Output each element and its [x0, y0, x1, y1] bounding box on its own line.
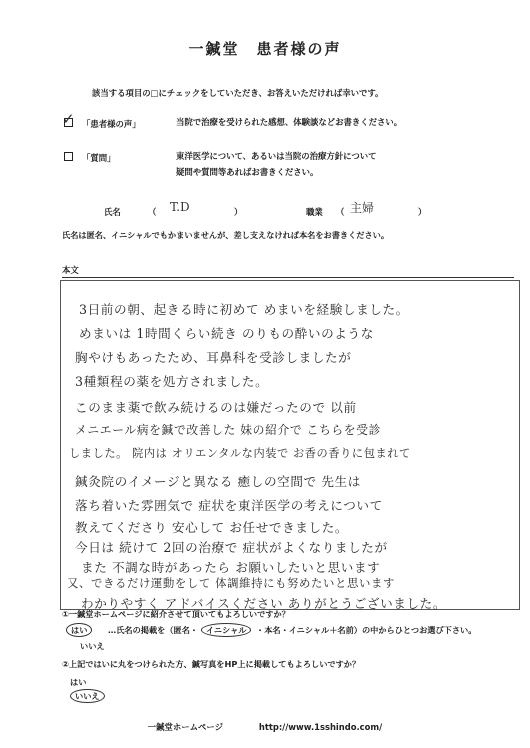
- q1-name-post: ・本名・イニシャル＋名前）の中からひとつお選び下さい。: [256, 625, 477, 635]
- handwritten-line: しました。 院内は オリエンタルな内装で お香の香りに包まれて: [69, 447, 411, 460]
- handwritten-line: 鍼灸院のイメージと異なる 癒しの空間で 先生は: [75, 474, 361, 489]
- option-voice-desc: 当院で治療を受けられた感想、体験談などお書きください。: [176, 117, 403, 127]
- name-value[interactable]: T.D: [170, 200, 190, 214]
- q1-no[interactable]: いいえ: [80, 641, 105, 651]
- name-note: 氏名は匿名、イニシャルでもかまいませんが、差し支えなければ本名をお書きください。: [62, 230, 390, 240]
- handwritten-line: このまま薬で飲み続けるのは嫌だったので 以前: [75, 400, 357, 415]
- question-1: ①一鍼堂ホームページに紹介させて頂いてもよろしいですか？: [62, 609, 290, 619]
- handwritten-line: わかりやすく アドバイスください ありがとうございました。: [81, 596, 447, 611]
- occupation-value[interactable]: 主婦: [350, 201, 375, 215]
- q2-no-circled: いいえ: [70, 689, 105, 703]
- intro-text: 該当する項目の□にチェックをしていただき、お答えいただければ幸いです。: [92, 88, 384, 98]
- q1-name-selected[interactable]: イニシャル: [201, 625, 251, 636]
- occupation-paren-open: （: [336, 207, 345, 217]
- name-paren-open: （: [148, 207, 157, 217]
- handwritten-line: 胸やけもあったため、耳鼻科を受診しましたが: [75, 350, 352, 365]
- check-mark-icon: ✓: [62, 110, 75, 128]
- footer-url[interactable]: http://www.1sshindo.com/: [258, 722, 383, 732]
- handwritten-line: また 不調な時があったら お願いしたいと思います: [81, 560, 381, 575]
- q2-yes[interactable]: はい: [70, 677, 87, 687]
- name-label: 氏名: [104, 207, 121, 217]
- handwritten-line: 3日前の朝、起きる時に初めて めまいを経験しました。: [79, 302, 409, 317]
- question-checkbox[interactable]: [64, 152, 73, 161]
- handwritten-line: 今日は 続けて 2回の治療で 症状がよくなりましたが: [75, 540, 388, 555]
- handwritten-line: 又、できるだけ運動をして 体調維持にも努めたいと思います: [67, 576, 395, 590]
- q1-yes[interactable]: [66, 625, 92, 636]
- handwritten-line: めまいは 1時間くらい続き のりもの酔いのような: [79, 326, 374, 341]
- option-voice-label: 「患者様の声」: [82, 119, 141, 129]
- question-2: ②上記ではいに丸をつけられた方、鍼写真をHP上に掲載してもよろしいですか？: [62, 659, 361, 669]
- divider: [62, 277, 514, 278]
- name-paren-close: ）: [234, 207, 243, 217]
- handwritten-line: 教えてくださり 安心して お任せできました。: [75, 520, 349, 535]
- body-label: 本文: [62, 265, 79, 275]
- occupation-paren-close: ）: [418, 207, 427, 217]
- page-title: 一鍼堂 患者様の声: [188, 40, 342, 58]
- handwritten-line: 落ち着いた雰囲気で 症状を東洋医学の考えについて: [75, 498, 383, 513]
- handwritten-body[interactable]: [60, 280, 520, 610]
- footer: [0, 721, 530, 733]
- option-question-desc-1: 東洋医学について、あるいは当院の治療方針について: [176, 151, 377, 161]
- handwritten-line: メニエール病を鍼で改善した 妹の紹介で こちらを受診: [75, 423, 381, 437]
- q2-no[interactable]: [70, 691, 105, 702]
- q1-name-pre: …氏名の掲載を（匿名・: [108, 625, 199, 635]
- option-question-desc-2: 疑問や質問等あればお書きください。: [176, 167, 319, 177]
- occupation-label: 職業: [306, 207, 323, 217]
- option-question-label: 「質問」: [82, 153, 116, 163]
- q1-yes-circled: はい: [66, 623, 92, 637]
- footer-site-name: 一鍼堂ホームページ: [147, 722, 224, 732]
- handwritten-line: 3種類程の薬を処方されました。: [75, 374, 269, 389]
